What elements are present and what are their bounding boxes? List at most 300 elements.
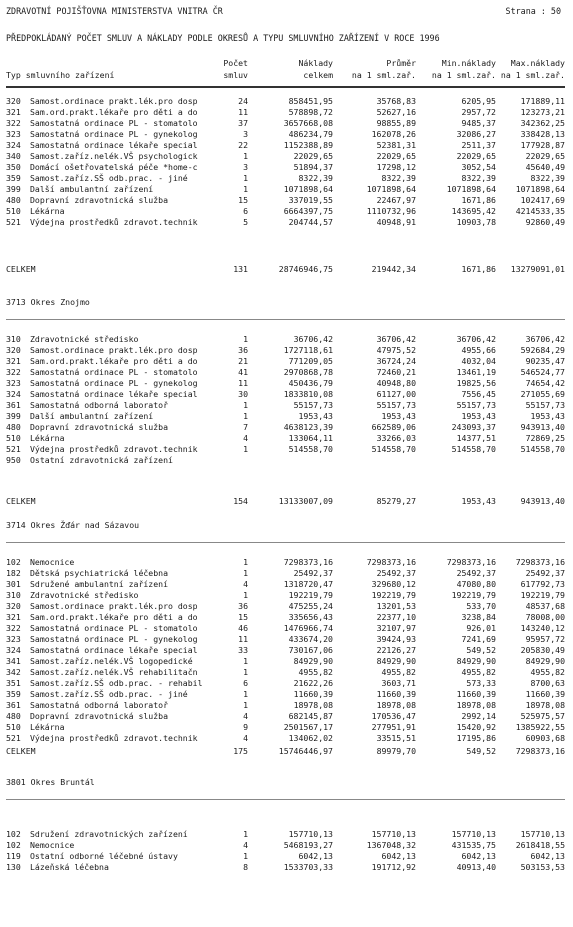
type-name: Samost.zaříz.nelék.VŠ psychologick [30, 151, 198, 161]
avg-cost: 33515,51 [376, 733, 416, 743]
total-cost: 1833810,08 [283, 389, 333, 399]
contract-count: 8 [243, 862, 248, 872]
table-row [6, 411, 565, 422]
contract-count: 11 [238, 378, 248, 388]
type-code: 510 [6, 206, 21, 216]
type-code: 322 [6, 118, 21, 128]
max-cost: 514558,70 [520, 444, 565, 454]
table-row [6, 107, 565, 118]
avg-cost: 25492,37 [376, 568, 416, 578]
total-cost: 514558,70 [288, 444, 333, 454]
max-cost: 123273,21 [520, 107, 565, 117]
type-code: 521 [6, 444, 21, 454]
type-name: Nemocnice [30, 557, 75, 567]
min-cost: 2511,37 [461, 140, 496, 150]
col-max-l1: Max.náklady [510, 58, 565, 68]
max-cost: 617792,73 [520, 579, 565, 589]
total-cost: 486234,79 [288, 129, 333, 139]
section-rule [6, 319, 565, 320]
total-cost: 1152388,89 [283, 140, 333, 150]
total-cost: 475255,24 [288, 601, 333, 611]
type-name: Zdravotnické středisko [30, 334, 139, 344]
min-cost: 6205,95 [461, 96, 496, 106]
type-code: 324 [6, 645, 21, 655]
type-code: 510 [6, 433, 21, 443]
contract-count: 33 [238, 645, 248, 655]
min-cost: 4955,66 [461, 345, 496, 355]
section-title: 3714 Okres Žďár nad Sázavou [6, 520, 140, 530]
type-code: 521 [6, 217, 21, 227]
col-type: Typ smluvního zařízení [6, 70, 115, 80]
total-cost: 55157,73 [293, 400, 333, 410]
total-label: CELKEM [6, 264, 36, 274]
contract-count: 1 [243, 656, 248, 666]
type-name: Samost.zaříz.SŠ odb.prac. - rehabil [30, 678, 203, 688]
avg-cost: 17298,12 [376, 162, 416, 172]
type-name: Samostatná ordinace lékaře special [30, 645, 198, 655]
table-row [6, 590, 565, 601]
type-name: Sam.ord.prakt.lékaře pro děti a do [30, 356, 198, 366]
contract-count: 4 [243, 711, 248, 721]
contract-count: 1 [243, 851, 248, 861]
avg-cost: 55157,73 [376, 400, 416, 410]
total-cost: 1318720,47 [283, 579, 333, 589]
type-name: Dopravní zdravotnická služba [30, 711, 169, 721]
type-name: Samostatná ordinace PL - stomatolo [30, 623, 198, 633]
max-cost: 1385922,55 [515, 722, 565, 732]
type-code: 480 [6, 711, 21, 721]
min-cost: 4032,04 [461, 356, 496, 366]
contract-count: 22 [238, 140, 248, 150]
total-max: 943913,40 [520, 496, 565, 506]
type-code: 361 [6, 700, 21, 710]
type-name: Samost.ordinace prakt.lék.pro dosp [30, 96, 198, 106]
max-cost: 45640,49 [525, 162, 565, 172]
type-code: 323 [6, 634, 21, 644]
contract-count: 3 [243, 162, 248, 172]
min-cost: 9485,37 [461, 118, 496, 128]
table-row [6, 579, 565, 590]
min-cost: 40913,40 [456, 862, 496, 872]
max-cost: 192219,79 [520, 590, 565, 600]
table-row [6, 612, 565, 623]
total-cost: 28746946,75 [278, 264, 333, 274]
total-cost: 134062,02 [288, 733, 333, 743]
max-cost: 74654,42 [525, 378, 565, 388]
total-cost: 22029,65 [293, 151, 333, 161]
type-code: 480 [6, 195, 21, 205]
total-cost: 21622,26 [293, 678, 333, 688]
avg-cost: 162078,26 [371, 129, 416, 139]
avg-cost: 72460,21 [376, 367, 416, 377]
type-name: Další ambulantní zařízení [30, 411, 154, 421]
col-cost-l1: Náklady [298, 58, 333, 68]
type-code: 399 [6, 184, 21, 194]
avg-cost: 39424,93 [376, 634, 416, 644]
table-row [6, 568, 565, 579]
max-cost: 177928,87 [520, 140, 565, 150]
table-row [6, 184, 565, 195]
avg-cost: 84929,90 [376, 656, 416, 666]
max-cost: 205830,49 [520, 645, 565, 655]
avg-cost: 1071898,64 [366, 184, 416, 194]
contract-count: 11 [238, 634, 248, 644]
type-code: 359 [6, 689, 21, 699]
type-name: Samostatná ordinace PL - gynekolog [30, 634, 198, 644]
type-code: 950 [6, 455, 21, 465]
table-row [6, 689, 565, 700]
type-code: 119 [6, 851, 21, 861]
avg-cost: 157710,13 [371, 829, 416, 839]
max-cost: 271055,69 [520, 389, 565, 399]
max-cost: 95957,72 [525, 634, 565, 644]
col-count-l2: smluv [223, 70, 248, 80]
max-cost: 90235,47 [525, 356, 565, 366]
max-cost: 157710,13 [520, 829, 565, 839]
table-row [6, 367, 565, 378]
total-cost: 192219,79 [288, 590, 333, 600]
total-count: 175 [233, 746, 248, 756]
table-row [6, 862, 565, 873]
min-cost: 19825,56 [456, 378, 496, 388]
total-cost: 6042,13 [298, 851, 333, 861]
avg-cost: 98855,89 [376, 118, 416, 128]
max-cost: 102417,69 [520, 195, 565, 205]
avg-cost: 36706,42 [376, 334, 416, 344]
report-title: PŘEDPOKLÁDANÝ POČET SMLUV A NÁKLADY PODLE OKRESŮ A TYPU SMLUVNÍHO ZAŘÍZENÍ V ROCE 1996 [6, 33, 440, 43]
total-cost: 3657668,08 [283, 118, 333, 128]
type-name: Lázeňská léčebna [30, 862, 109, 872]
max-cost: 22029,65 [525, 151, 565, 161]
table-row [6, 433, 565, 444]
type-code: 341 [6, 656, 21, 666]
column-headers [6, 58, 567, 84]
table-row [6, 840, 565, 851]
min-cost: 18978,08 [456, 700, 496, 710]
total-cost: 1533703,33 [283, 862, 333, 872]
max-cost: 1953,43 [530, 411, 565, 421]
type-name: Dětská psychiatrická léčebna [30, 568, 169, 578]
section-title: 3801 Okres Bruntál [6, 777, 95, 787]
table-row [6, 173, 565, 184]
min-cost: 14377,51 [456, 433, 496, 443]
type-name: Sam.ord.prakt.lékaře pro děti a do [30, 612, 198, 622]
min-cost: 7241,69 [461, 634, 496, 644]
avg-cost: 36724,24 [376, 356, 416, 366]
table-row [6, 634, 565, 645]
avg-cost: 662589,06 [371, 422, 416, 432]
type-code: 320 [6, 601, 21, 611]
table-row [6, 195, 565, 206]
contract-count: 1 [243, 444, 248, 454]
type-code: 130 [6, 862, 21, 872]
table-row [6, 455, 565, 466]
total-cost: 36706,42 [293, 334, 333, 344]
avg-cost: 277951,91 [371, 722, 416, 732]
total-min: 549,52 [466, 746, 496, 756]
type-code: 322 [6, 367, 21, 377]
min-cost: 11660,39 [456, 689, 496, 699]
contract-count: 1 [243, 411, 248, 421]
contract-count: 37 [238, 118, 248, 128]
contract-count: 1 [243, 829, 248, 839]
table-row [6, 96, 565, 107]
max-cost: 78008,00 [525, 612, 565, 622]
total-min: 1671,86 [461, 264, 496, 274]
max-cost: 18978,08 [525, 700, 565, 710]
type-name: Výdejna prostředků zdravot.technik [30, 217, 198, 227]
type-name: Lékárna [30, 433, 65, 443]
max-cost: 592684,29 [520, 345, 565, 355]
min-cost: 243093,37 [451, 422, 496, 432]
min-cost: 3052,54 [461, 162, 496, 172]
max-cost: 171889,11 [520, 96, 565, 106]
min-cost: 1671,86 [461, 195, 496, 205]
max-cost: 25492,37 [525, 568, 565, 578]
type-name: Samostatná odborná laboratoř [30, 700, 169, 710]
table-row [6, 140, 565, 151]
total-max: 13279091,01 [510, 264, 565, 274]
min-cost: 2957,72 [461, 107, 496, 117]
total-cost: 730167,06 [288, 645, 333, 655]
table-row [6, 400, 565, 411]
contract-count: 30 [238, 389, 248, 399]
contract-count: 1 [243, 667, 248, 677]
table-row [6, 851, 565, 862]
table-row [6, 345, 565, 356]
type-name: Lékárna [30, 722, 65, 732]
contract-count: 15 [238, 195, 248, 205]
min-cost: 431535,75 [451, 840, 496, 850]
total-row [6, 496, 565, 507]
type-code: 321 [6, 107, 21, 117]
max-cost: 8322,39 [530, 173, 565, 183]
type-code: 351 [6, 678, 21, 688]
avg-cost: 22029,65 [376, 151, 416, 161]
max-cost: 546524,77 [520, 367, 565, 377]
total-cost: 1071898,64 [283, 184, 333, 194]
max-cost: 6042,13 [530, 851, 565, 861]
header-rule [6, 86, 565, 88]
contract-count: 4 [243, 733, 248, 743]
table-row [6, 217, 565, 228]
avg-cost: 40948,91 [376, 217, 416, 227]
min-cost: 6042,13 [461, 851, 496, 861]
min-cost: 36706,42 [456, 334, 496, 344]
table-row [6, 378, 565, 389]
type-code: 301 [6, 579, 21, 589]
max-cost: 943913,40 [520, 422, 565, 432]
min-cost: 15420,92 [456, 722, 496, 732]
total-max: 7298373,16 [515, 746, 565, 756]
table-row [6, 206, 565, 217]
type-code: 321 [6, 356, 21, 366]
avg-cost: 40948,80 [376, 378, 416, 388]
col-cost-l2: celkem [303, 70, 333, 80]
avg-cost: 170536,47 [371, 711, 416, 721]
page-number: Strana : 50 [505, 6, 561, 16]
total-cost: 7298373,16 [283, 557, 333, 567]
total-row [6, 264, 565, 275]
col-min-l2: na 1 sml.zař. [431, 70, 496, 80]
type-name: Další ambulantní zařízení [30, 184, 154, 194]
contract-count: 1 [243, 151, 248, 161]
total-cost: 157710,13 [288, 829, 333, 839]
table-row [6, 334, 565, 345]
type-code: 510 [6, 722, 21, 732]
avg-cost: 1953,43 [381, 411, 416, 421]
type-code: 102 [6, 557, 21, 567]
avg-cost: 32107,97 [376, 623, 416, 633]
contract-count: 24 [238, 96, 248, 106]
type-name: Nemocnice [30, 840, 75, 850]
avg-cost: 52381,31 [376, 140, 416, 150]
type-code: 310 [6, 334, 21, 344]
type-code: 324 [6, 389, 21, 399]
table-row [6, 356, 565, 367]
min-cost: 192219,79 [451, 590, 496, 600]
avg-cost: 61127,00 [376, 389, 416, 399]
type-name: Samostatná ordinace PL - stomatolo [30, 367, 198, 377]
type-code: 480 [6, 422, 21, 432]
contract-count: 1 [243, 400, 248, 410]
col-avg-l2: na 1 sml.zař. [351, 70, 416, 80]
min-cost: 573,33 [466, 678, 496, 688]
total-cost: 204744,57 [288, 217, 333, 227]
table-row [6, 118, 565, 129]
total-cost: 578898,72 [288, 107, 333, 117]
table-row [6, 557, 565, 568]
type-name: Samost.ordinace prakt.lék.pro dosp [30, 601, 198, 611]
type-code: 359 [6, 173, 21, 183]
contract-count: 1 [243, 568, 248, 578]
min-cost: 13461,19 [456, 367, 496, 377]
contract-count: 1 [243, 173, 248, 183]
max-cost: 342362,25 [520, 118, 565, 128]
min-cost: 1071898,64 [446, 184, 496, 194]
min-cost: 2992,14 [461, 711, 496, 721]
avg-cost: 22467,97 [376, 195, 416, 205]
total-cost: 1727118,61 [283, 345, 333, 355]
type-name: Výdejna prostředků zdravot.technik [30, 733, 198, 743]
total-cost: 13133007,09 [278, 496, 333, 506]
table-row [6, 656, 565, 667]
min-cost: 549,52 [466, 645, 496, 655]
min-cost: 10903,78 [456, 217, 496, 227]
type-name: Samostatná ordinace PL - gynekolog [30, 378, 198, 388]
min-cost: 7556,45 [461, 389, 496, 399]
type-name: Sam.ord.prakt.lékaře pro děti a do [30, 107, 198, 117]
type-code: 310 [6, 590, 21, 600]
total-cost: 84929,90 [293, 656, 333, 666]
avg-cost: 18978,08 [376, 700, 416, 710]
total-cost: 15746446,97 [278, 746, 333, 756]
avg-cost: 514558,70 [371, 444, 416, 454]
min-cost: 514558,70 [451, 444, 496, 454]
contract-count: 1 [243, 700, 248, 710]
min-cost: 533,70 [466, 601, 496, 611]
min-cost: 3238,84 [461, 612, 496, 622]
avg-cost: 35768,83 [376, 96, 416, 106]
avg-cost: 22377,10 [376, 612, 416, 622]
table-row [6, 722, 565, 733]
max-cost: 92860,49 [525, 217, 565, 227]
type-name: Domácí ošetřovatelská péče *home-c [30, 162, 198, 172]
contract-count: 9 [243, 722, 248, 732]
type-name: Samostatná ordinace PL - gynekolog [30, 129, 198, 139]
type-code: 324 [6, 140, 21, 150]
contract-count: 1 [243, 184, 248, 194]
avg-cost: 47975,52 [376, 345, 416, 355]
contract-count: 41 [238, 367, 248, 377]
type-name: Samostatná ordinace lékaře special [30, 389, 198, 399]
total-count: 154 [233, 496, 248, 506]
table-row [6, 623, 565, 634]
total-cost: 51894,37 [293, 162, 333, 172]
min-cost: 25492,37 [456, 568, 496, 578]
contract-count: 4 [243, 840, 248, 850]
contract-count: 46 [238, 623, 248, 633]
max-cost: 8700,63 [530, 678, 565, 688]
total-cost: 858451,95 [288, 96, 333, 106]
contract-count: 1 [243, 590, 248, 600]
type-name: Dopravní zdravotnická služba [30, 422, 169, 432]
max-cost: 503153,53 [520, 862, 565, 872]
total-avg: 89979,70 [376, 746, 416, 756]
min-cost: 8322,39 [461, 173, 496, 183]
type-name: Samostatná ordinace PL - stomatolo [30, 118, 198, 128]
min-cost: 4955,82 [461, 667, 496, 677]
max-cost: 4214533,35 [515, 206, 565, 216]
type-code: 399 [6, 411, 21, 421]
contract-count: 21 [238, 356, 248, 366]
total-cost: 2501567,17 [283, 722, 333, 732]
table-row [6, 151, 565, 162]
max-cost: 55157,73 [525, 400, 565, 410]
max-cost: 525975,57 [520, 711, 565, 721]
col-count-l1: Počet [223, 58, 248, 68]
total-cost: 4955,82 [298, 667, 333, 677]
max-cost: 338428,13 [520, 129, 565, 139]
max-cost: 72869,25 [525, 433, 565, 443]
table-row [6, 667, 565, 678]
type-code: 521 [6, 733, 21, 743]
contract-count: 4 [243, 579, 248, 589]
type-code: 182 [6, 568, 21, 578]
avg-cost: 191712,92 [371, 862, 416, 872]
type-code: 320 [6, 345, 21, 355]
avg-cost: 1367048,32 [366, 840, 416, 850]
type-code: 320 [6, 96, 21, 106]
contract-count: 7 [243, 422, 248, 432]
type-code: 322 [6, 623, 21, 633]
min-cost: 926,01 [466, 623, 496, 633]
min-cost: 157710,13 [451, 829, 496, 839]
type-name: Samost.zaříz.SŠ odb.prac. - jiné [30, 173, 188, 183]
table-row [6, 422, 565, 433]
type-code: 342 [6, 667, 21, 677]
col-min-l1: Min.náklady [441, 58, 496, 68]
col-max-l2: na 1 sml.zař. [500, 70, 565, 80]
type-code: 340 [6, 151, 21, 161]
contract-count: 6 [243, 678, 248, 688]
min-cost: 143695,42 [451, 206, 496, 216]
table-row [6, 678, 565, 689]
table-row [6, 733, 565, 744]
contract-count: 1 [243, 334, 248, 344]
total-cost: 133064,11 [288, 433, 333, 443]
type-name: Samostatná ordinace lékaře special [30, 140, 198, 150]
